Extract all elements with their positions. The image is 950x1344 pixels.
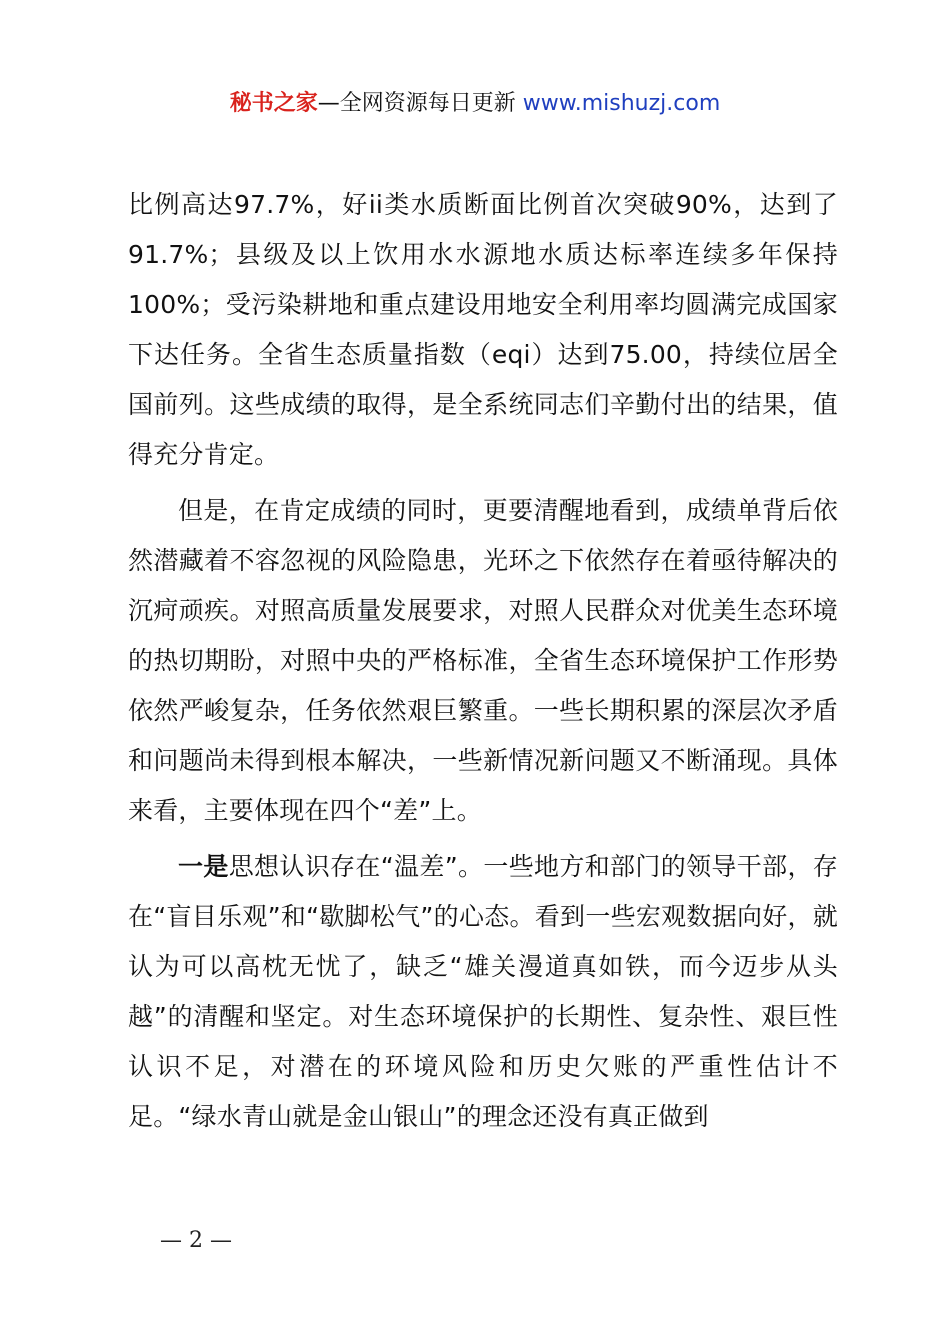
paragraph-3-text: 思想认识存在“温差”。一些地方和部门的领导干部，存在“盲目乐观”和“歇脚松气”的心态。看到一些宏观数据向好，就认为可以高枕无忧了，缺乏“雄关漫道真如铁，而今迈步从头越”的清醒和坚定。对生态环境保护的长期性、复杂性、艰巨性认识不足，对潜在的环境风险和历史欠账的严重性估计不足。“绿水青山就是金山银山”的理念还没有真正做到 <box>128 852 838 1131</box>
header-tagline: —全网资源每日更新 <box>317 91 516 116</box>
site-url[interactable]: www.mishuzj.com <box>522 91 721 116</box>
site-header <box>0 88 950 120</box>
document-body <box>128 180 838 1142</box>
brand-name: 秘书之家 <box>229 91 318 116</box>
paragraph-3-lead: 一是 <box>178 852 229 881</box>
page-number: — 2 — <box>160 1228 232 1253</box>
paragraph-1: 比例高达97.7%，好ii类水质断面比例首次突破90%，达到了91.7%；县级及以上饮用水水源地水质达标率连续多年保持100%；受污染耕地和重点建设用地安全利用率均圆满完成国家下达任务。全省生态质量指数（eqi）达到75.00，持续位居全国前列。这些成绩的取得，是全系统同志们辛勤付出的结果，值得充分肯定。 <box>128 190 838 469</box>
paragraph-3 <box>128 842 838 1142</box>
paragraph-2: 但是，在肯定成绩的同时，更要清醒地看到，成绩单背后依然潜藏着不容忽视的风险隐患，光环之下依然存在着亟待解决的沉疴顽疾。对照高质量发展要求，对照人民群众对优美生态环境的热切期盼，对照中央的严格标准，全省生态环境保护工作形势依然严峻复杂，任务依然艰巨繁重。一些长期积累的深层次矛盾和问题尚未得到根本解决，一些新情况新问题又不断涌现。具体来看，主要体现在四个“差”上。 <box>128 496 838 825</box>
